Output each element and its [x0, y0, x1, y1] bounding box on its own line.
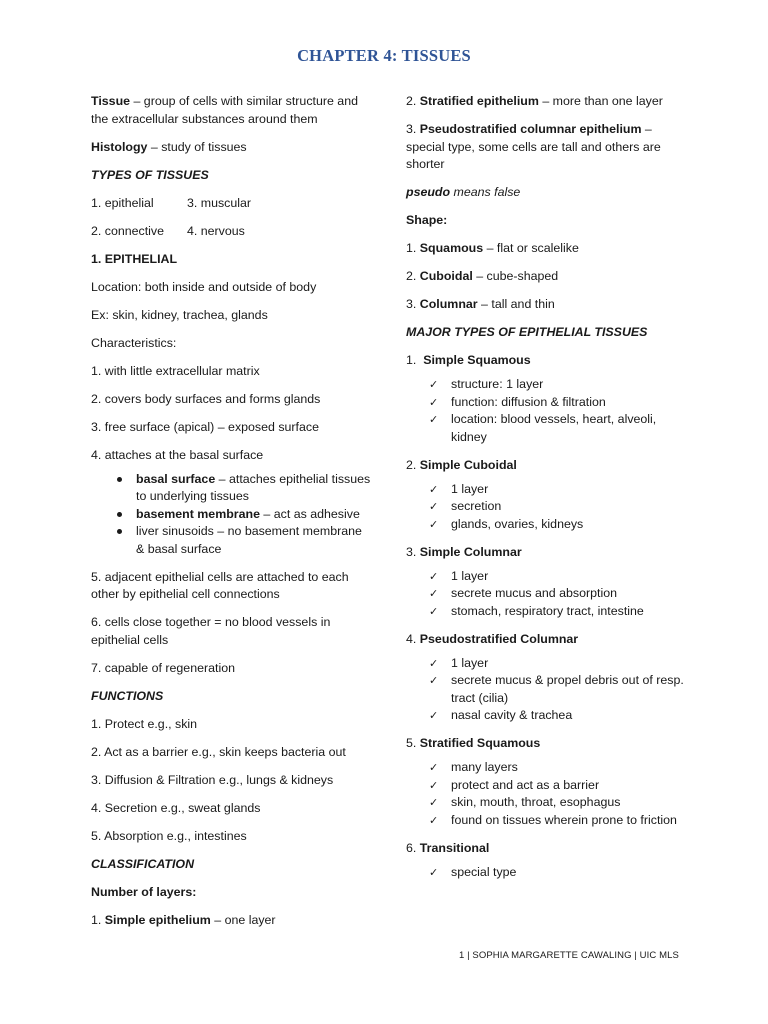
check-list: [406, 376, 686, 446]
characteristic-item: 2. covers body surfaces and forms glands: [91, 391, 321, 406]
tissue-def: – group of cells with similar structure and the extracellular substances around them: [91, 94, 358, 126]
check-item-text: location: blood vessels, heart, alveoli, kidney: [451, 412, 657, 444]
check-icon: ✓: [429, 778, 439, 792]
type-item: 3. muscular: [187, 195, 252, 210]
item-term: Simple Columnar: [419, 544, 522, 559]
types-row-1: [91, 195, 373, 213]
check-list-item: [429, 585, 686, 603]
types-heading: TYPES OF TISSUES: [91, 167, 209, 182]
simple-epithelium-item: [91, 912, 373, 930]
check-list-item: [429, 411, 686, 446]
characteristic-item: 4. attaches at the basal surface: [91, 447, 264, 462]
bullet-def: – act as adhesive: [259, 506, 360, 521]
check-icon: ✓: [429, 674, 439, 687]
bullet-term: basement membrane: [136, 506, 260, 521]
functions-heading: FUNCTIONS: [91, 688, 164, 703]
check-list-item: [429, 568, 686, 586]
examples-text: Ex: skin, kidney, trachea, glands: [91, 307, 268, 322]
item-term: Simple Cuboidal: [419, 457, 517, 472]
item-term: Columnar: [419, 297, 478, 311]
check-item-text: secretion: [451, 499, 502, 513]
check-item-text: structure: 1 layer: [451, 377, 544, 391]
bullet-item: [136, 506, 373, 524]
histology-definition: [91, 139, 373, 157]
item-term: Simple epithelium: [104, 912, 211, 927]
check-list-item: [429, 812, 686, 830]
check-list-item: [429, 707, 686, 725]
check-icon: ✓: [429, 656, 439, 670]
pseudo-rest: means false: [450, 185, 521, 199]
stratified-epithelium-item: [406, 93, 686, 111]
epithelial-heading: 1. EPITHELIAL: [91, 251, 178, 266]
check-icon: ✓: [429, 395, 439, 409]
item-number: 5.: [406, 736, 420, 750]
check-list-item: [429, 376, 686, 394]
check-list: [406, 481, 686, 534]
epithelial-type-heading: [406, 457, 686, 475]
item-def: – special type, some cells are tall and others are shorter: [406, 122, 661, 171]
check-item-text: nasal cavity & trachea: [451, 708, 573, 722]
characteristic-item: 7. capable of regeneration: [91, 660, 235, 675]
histology-def: – study of tissues: [147, 139, 247, 154]
check-list-item: [429, 777, 686, 795]
check-item-text: found on tissues wherein prone to friction: [451, 812, 677, 827]
function-item: 1. Protect e.g., skin: [91, 716, 198, 731]
pseudo-note: [406, 184, 686, 202]
shape-item: [406, 240, 686, 258]
item-def: – more than one layer: [538, 94, 663, 108]
check-list-item: [429, 481, 686, 499]
bullet-def: liver sinusoids – no basement membrane & basal surface: [136, 524, 362, 556]
item-number: 3.: [406, 544, 420, 559]
bullet-item: [136, 471, 373, 506]
check-list-item: [429, 394, 686, 412]
location-text: Location: both inside and outside of body: [91, 279, 317, 294]
item-number: 4.: [406, 631, 420, 646]
major-types-heading: MAJOR TYPES OF EPITHELIAL TISSUES: [406, 325, 648, 339]
shape-heading: Shape:: [406, 213, 448, 227]
check-item-text: skin, mouth, throat, esophagus: [451, 795, 621, 809]
check-item-text: secrete mucus & propel debris out of resp. tract (cilia): [451, 673, 684, 705]
epithelial-type-heading: [406, 544, 686, 562]
check-list-item: [429, 516, 686, 534]
check-list-item: [429, 759, 686, 777]
check-item-text: stomach, respiratory tract, intestine: [451, 603, 644, 618]
check-list-item: [429, 603, 686, 621]
characteristics-label: Characteristics:: [91, 335, 177, 350]
item-term: Pseudostratified Columnar: [419, 631, 579, 646]
check-icon: ✓: [429, 500, 439, 513]
page-footer: 1 | SOPHIA MARGARETTE CAWALING | UIC MLS: [459, 950, 679, 961]
characteristic-item: 3. free surface (apical) – exposed surface: [91, 419, 319, 434]
check-icon: ✓: [429, 709, 439, 722]
check-icon: ✓: [429, 865, 439, 879]
epithelial-type-heading: [406, 352, 686, 370]
check-icon: ✓: [429, 813, 439, 827]
item-number: 2.: [406, 457, 420, 472]
bullet-item: [136, 523, 373, 558]
item-term: Pseudostratified columnar epithelium: [419, 122, 642, 136]
check-list: [406, 864, 686, 882]
left-column: [91, 93, 373, 940]
shape-list: [406, 240, 686, 314]
type-item: 4. nervous: [187, 223, 245, 238]
check-item-text: special type: [451, 864, 517, 879]
check-icon: ✓: [429, 569, 439, 583]
tissue-definition: [91, 93, 373, 128]
characteristic-item: 6. cells close together = no blood vessels in epithelial cells: [91, 615, 331, 647]
check-icon: ✓: [429, 413, 439, 426]
epithelial-type-heading: [406, 840, 686, 858]
item-term: Cuboidal: [419, 269, 473, 283]
characteristic-item: 1. with little extracellular matrix: [91, 363, 260, 378]
pseudostratified-item: [406, 121, 686, 174]
check-list-item: [429, 672, 686, 707]
shape-item: [406, 296, 686, 314]
item-term: Transitional: [419, 840, 490, 855]
pseudo-term: pseudo: [406, 185, 451, 199]
check-icon: ✓: [429, 482, 439, 496]
check-icon: ✓: [429, 761, 439, 774]
bullet-def: – attaches epithelial tissues to underlying tissues: [136, 471, 371, 503]
item-def: – cube-shaped: [472, 269, 559, 283]
major-types-list: [406, 352, 686, 881]
check-icon: ✓: [429, 587, 439, 600]
item-number: 3.: [406, 122, 420, 136]
check-list-item: [429, 864, 686, 882]
item-term: Stratified Squamous: [419, 736, 541, 750]
check-item-text: 1 layer: [451, 655, 489, 670]
epithelial-type-heading: [406, 735, 686, 753]
layers-heading: Number of layers:: [91, 884, 197, 899]
characteristic-item: 5. adjacent epithelial cells are attached to each other by epithelial cell connections: [91, 569, 349, 601]
check-item-text: glands, ovaries, kidneys: [451, 516, 584, 531]
basal-bullet-list: [91, 471, 373, 559]
item-number: 1.: [91, 912, 105, 927]
item-number: 1.: [406, 241, 420, 255]
check-icon: ✓: [429, 517, 439, 531]
item-number: 2.: [406, 269, 420, 283]
epithelial-type-heading: [406, 631, 686, 649]
check-icon: ✓: [429, 796, 439, 809]
item-def: – tall and thin: [477, 297, 555, 311]
check-list-item: [429, 655, 686, 673]
check-item-text: 1 layer: [451, 568, 489, 583]
check-list: [406, 759, 686, 829]
histology-term: Histology: [91, 139, 148, 154]
type-item: 2. connective: [91, 223, 165, 238]
check-item-text: many layers: [451, 760, 518, 774]
right-column: [406, 93, 686, 892]
function-item: 2. Act as a barrier e.g., skin keeps bacteria out: [91, 744, 346, 759]
item-term: Squamous: [419, 241, 484, 255]
item-number: 6.: [406, 840, 420, 855]
classification-heading: CLASSIFICATION: [91, 856, 195, 871]
function-item: 4. Secretion e.g., sweat glands: [91, 800, 261, 815]
function-item: 5. Absorption e.g., intestines: [91, 828, 247, 843]
types-row-2: [91, 223, 373, 241]
page-title: CHAPTER 4: TISSUES: [297, 46, 471, 65]
check-list: [406, 655, 686, 725]
item-term: Stratified epithelium: [419, 94, 539, 108]
item-term: Simple Squamous: [423, 353, 531, 367]
check-list: [406, 568, 686, 621]
item-number: 2.: [406, 94, 420, 108]
check-item-text: protect and act as a barrier: [451, 777, 600, 792]
item-number: 3.: [406, 297, 420, 311]
check-item-text: secrete mucus and absorption: [451, 586, 617, 600]
bullet-term: basal surface: [136, 471, 216, 486]
check-item-text: 1 layer: [451, 481, 489, 496]
type-item: 1. epithelial: [91, 195, 154, 210]
shape-item: [406, 268, 686, 286]
item-def: – one layer: [210, 912, 276, 927]
check-icon: ✓: [429, 604, 439, 618]
item-number: 1.: [406, 353, 424, 367]
check-icon: ✓: [429, 378, 439, 391]
check-list-item: [429, 794, 686, 812]
check-list-item: [429, 498, 686, 516]
tissue-term: Tissue: [91, 94, 131, 108]
item-def: – flat or scalelike: [483, 241, 579, 255]
function-item: 3. Diffusion & Filtration e.g., lungs & kidneys: [91, 772, 334, 787]
check-item-text: function: diffusion & filtration: [451, 394, 606, 409]
